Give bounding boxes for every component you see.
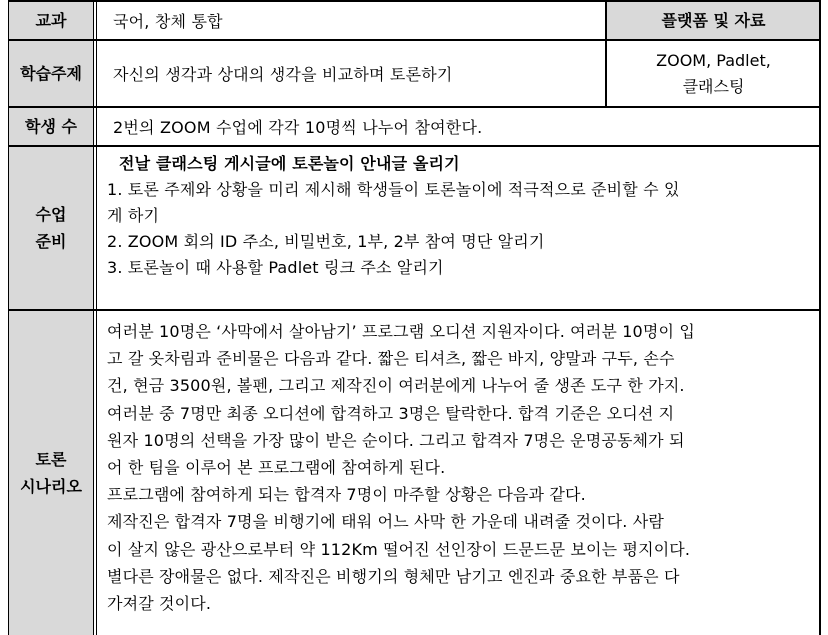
prep-line-1: 1. 토론 주제와 상황을 미리 제시해 학생들이 토론놀이에 적극적으로 준비할 수 있 (107, 180, 680, 199)
platform-header (607, 2, 820, 39)
scenario-line-6: 어 한 팀을 이루어 본 프로그램에 참여하게 된다. (107, 457, 446, 477)
students-value-text: 2번의 ZOOM 수업에 각각 10명씩 나누어 참여한다. (113, 118, 483, 137)
label-subject (9, 2, 93, 39)
border-label-b (96, 0, 97, 635)
scenario-line-8: 제작진은 합격자 7명을 비행기에 태워 어느 사막 한 가운데 내려줄 것이다. 사람 (107, 512, 664, 532)
scenario-line-2: 고 갈 옷차림과 준비물은 다음과 같다. 짧은 티셔츠, 짧은 바지, 양말과 구두, 손수 (107, 349, 675, 369)
label-scenario (9, 311, 93, 635)
scenario-line-4: 여러분 중 7명만 최종 오디션에 합격하고 3명은 탈락한다. 합격 기준은 오디션 지 (107, 403, 675, 423)
platform-line1: ZOOM, Padlet, (656, 50, 771, 70)
label-topic (9, 41, 93, 106)
prep-line-3: 2. ZOOM 회의 ID 주소, 비밀번호, 1부, 2부 참여 명단 알리기 (107, 232, 545, 251)
label-students (9, 108, 93, 145)
label-prep (9, 147, 93, 309)
prep-line-2: 게 하기 (107, 206, 160, 225)
border-label-a (93, 0, 94, 635)
prep-heading: 전날 클래스팅 게시글에 토론놀이 안내글 올리기 (119, 154, 460, 173)
border-right (819, 0, 821, 635)
label-prep-line1: 수업 (35, 205, 67, 224)
prep-line-4: 3. 토론놀이 때 사용할 Padlet 링크 주소 알리기 (107, 258, 444, 277)
border-row4 (8, 309, 821, 311)
scenario-line-1: 여러분 10명은 ‘사막에서 살아남기’ 프로그램 오디션 지원자이다. 여러분 10명이 입 (107, 322, 695, 341)
border-row3 (8, 145, 821, 147)
students-value (99, 108, 819, 145)
subject-value-text: 국어, 창체 통합 (113, 12, 223, 31)
scenario-line-7: 프로그램에 참여하게 되는 합격자 7명이 마주할 상황은 다음과 같다. (107, 485, 586, 505)
label-topic-text: 학습주제 (20, 64, 82, 83)
scenario-line-10: 별다른 장애물은 없다. 제작진은 비행기의 형체만 남기고 엔진과 중요한 부품은 다 (107, 566, 680, 586)
scenario-content (99, 318, 819, 617)
border-top (8, 0, 821, 2)
label-scenario-line2: 시나리오 (20, 477, 82, 496)
topic-value (99, 41, 605, 106)
label-prep-line2: 준비 (35, 232, 67, 251)
platform-value (607, 41, 820, 106)
scenario-line-9: 이 살지 않은 광산으로부터 약 112Km 떨어진 선인장이 드문드문 보이는 평지이다. (107, 539, 691, 559)
border-left (8, 0, 9, 635)
label-students-text: 학생 수 (25, 117, 77, 136)
label-scenario-line1: 토론 (35, 450, 67, 469)
subject-value (99, 2, 605, 39)
label-subject-text: 교과 (35, 11, 67, 30)
border-platform (605, 0, 607, 108)
topic-value-text: 자신의 생각과 상대의 생각을 비교하며 토론하기 (113, 65, 453, 84)
platform-header-text: 플랫폼 및 자료 (661, 11, 766, 30)
scenario-line-11: 가져갈 것이다. (107, 593, 212, 613)
border-row1 (8, 39, 821, 41)
border-row2 (8, 106, 821, 108)
scenario-line-3: 건, 현금 3500원, 볼펜, 그리고 제작진이 여러분에게 나누어 줄 생존 도구 한 가지. (107, 376, 685, 396)
platform-line2: 클래스팅 (682, 76, 745, 96)
scenario-line-5: 원자 10명의 선택을 가장 많이 받은 순이다. 그리고 합격자 7명은 운명공동체가 되 (107, 430, 685, 450)
prep-content (99, 151, 819, 281)
